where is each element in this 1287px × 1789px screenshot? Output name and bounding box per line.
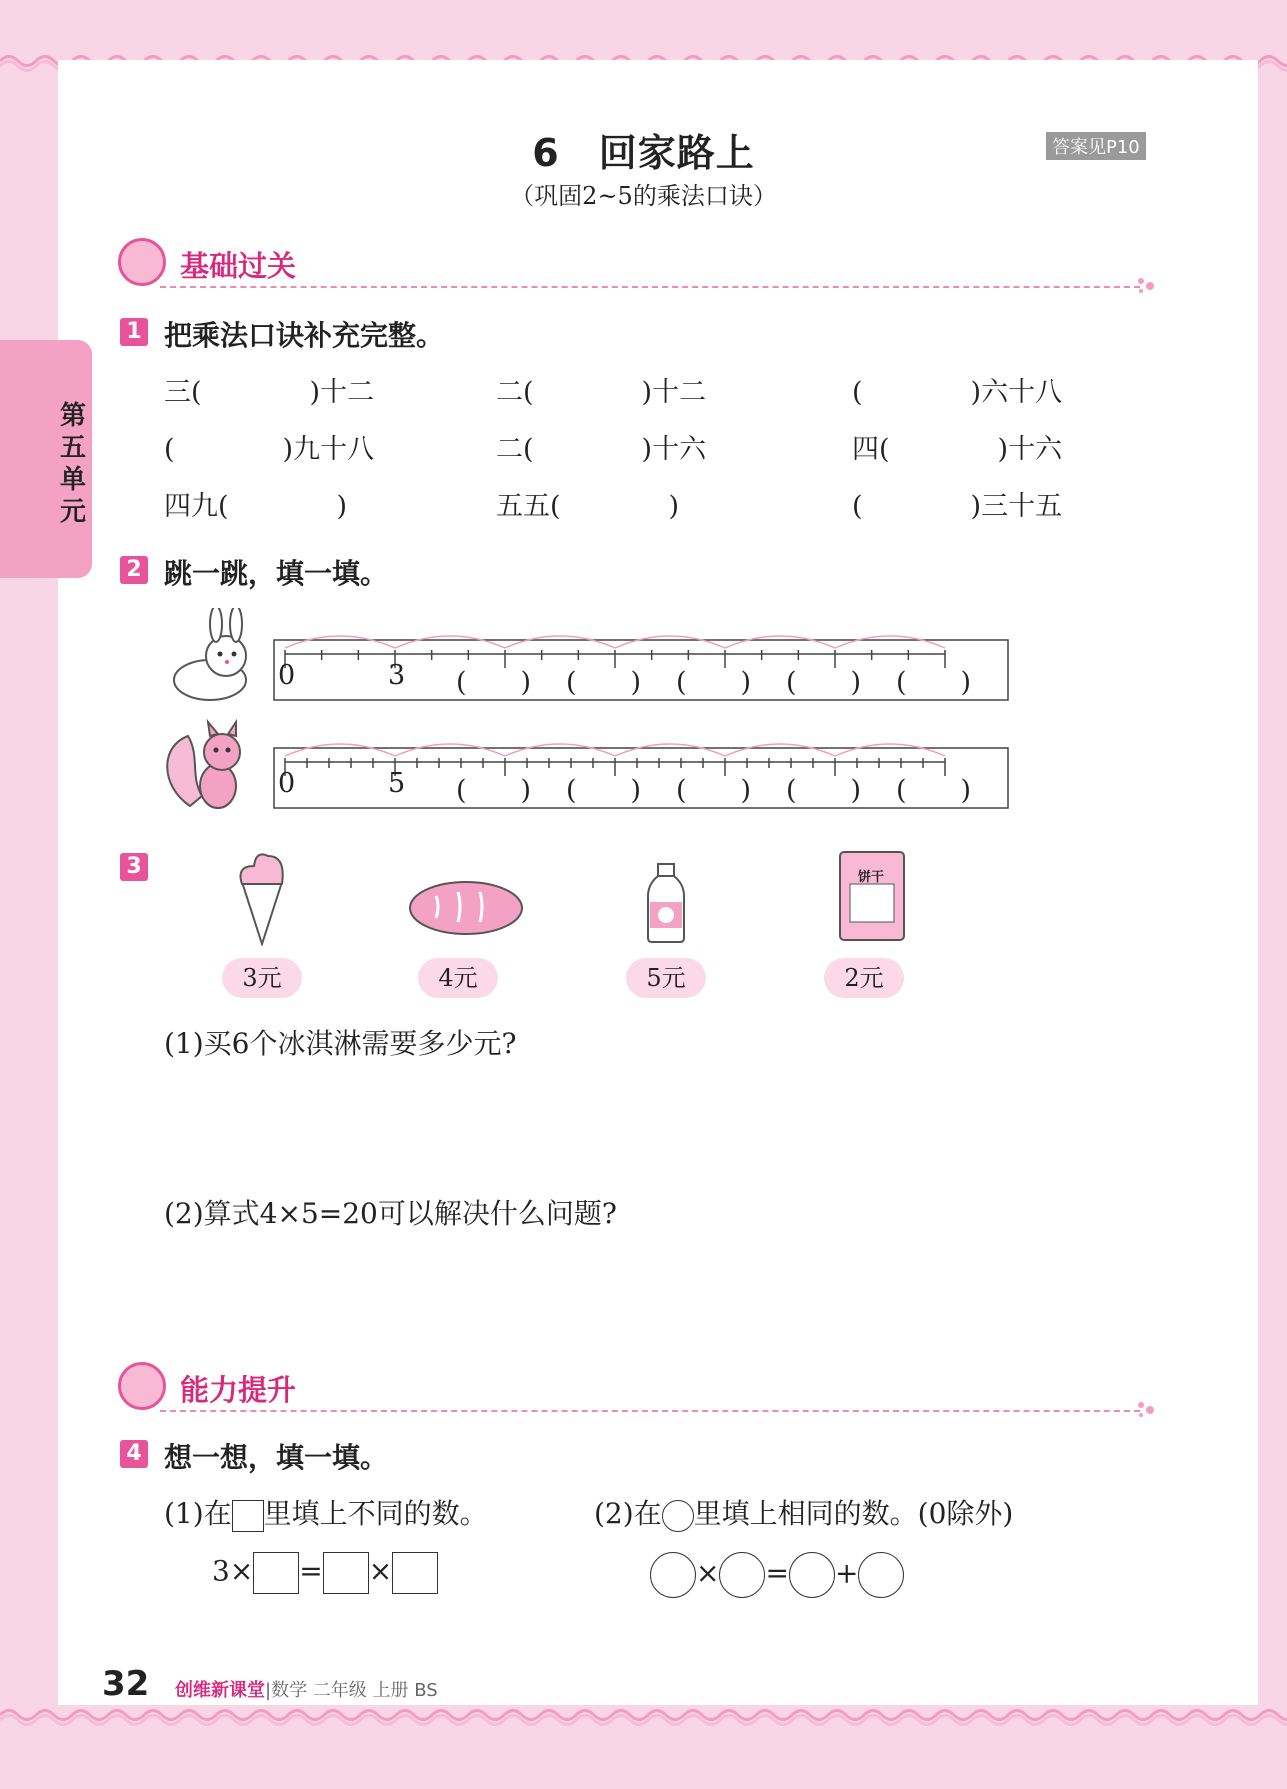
unit-side-label: 第 五 单 元: [59, 401, 86, 527]
formula-blank[interactable]: ( )九十八: [164, 434, 375, 465]
operator: ×: [368, 1554, 393, 1588]
formula-blank[interactable]: ( )三十五: [852, 491, 1063, 522]
section-title-advanced: 能力提升: [180, 1373, 297, 1407]
bread-icon: [406, 876, 526, 938]
equation-lead: 3×: [212, 1554, 254, 1588]
formula-blank[interactable]: 三( )十二: [164, 377, 375, 408]
section-divider: [160, 286, 1140, 288]
answer-circle[interactable]: [789, 1552, 835, 1598]
number-blank[interactable]: ( ): [676, 775, 752, 806]
sub-question-prefix: (2)在: [594, 1497, 662, 1530]
monkey-mascot-icon: [118, 1362, 166, 1410]
number-blank[interactable]: ( ): [676, 667, 752, 698]
square-symbol: [232, 1500, 264, 1532]
number-blank[interactable]: ( ): [566, 667, 642, 698]
number-label: 0: [278, 660, 296, 691]
formula-blank[interactable]: 四九( ): [164, 491, 348, 522]
page-title: 6 回家路上: [532, 131, 755, 175]
number-label: 0: [278, 768, 296, 799]
dots-decoration-icon: [1136, 1400, 1156, 1420]
question-number: 2: [120, 556, 148, 584]
number-blank[interactable]: ( ): [456, 667, 532, 698]
number-blank[interactable]: ( ): [786, 775, 862, 806]
footer-brand: 创维新课堂: [175, 1680, 265, 1701]
question-text: 想一想，填一填。: [164, 1441, 389, 1474]
price-tag: 2元: [824, 958, 904, 998]
operator: =: [299, 1554, 323, 1588]
operator: =: [765, 1556, 789, 1590]
dots-decoration-icon: [1136, 276, 1156, 296]
number-label: 5: [388, 768, 406, 799]
answer-box[interactable]: [323, 1552, 369, 1594]
operator: ×: [696, 1556, 720, 1590]
section-title-basic: 基础过关: [180, 249, 297, 283]
sub-question-suffix: 里填上相同的数。(0除外): [693, 1497, 1014, 1530]
tiger-mascot-icon: [118, 238, 166, 286]
number-blank[interactable]: ( ): [456, 775, 532, 806]
question-number: 1: [120, 318, 148, 346]
question-text: 把乘法口诀补充完整。: [164, 319, 445, 352]
question-number: 4: [120, 1440, 148, 1468]
number-blank[interactable]: ( ): [896, 667, 972, 698]
squirrel-icon: [160, 716, 258, 816]
footer-details: |数学 二年级 上册 BS: [265, 1680, 438, 1701]
rabbit-icon: [160, 608, 258, 703]
footer-info: [175, 1676, 438, 1702]
answer-box[interactable]: [253, 1552, 299, 1594]
price-tag: 5元: [626, 958, 706, 998]
answer-box[interactable]: [392, 1552, 438, 1594]
formula-blank[interactable]: 四( )十六: [852, 434, 1063, 465]
price-tag: 3元: [222, 958, 302, 998]
answer-space[interactable]: [164, 1066, 1144, 1186]
sub-question-suffix: 里填上不同的数。: [263, 1497, 488, 1530]
answer-circle[interactable]: [650, 1552, 696, 1598]
biscuit-bag-icon: [836, 848, 908, 944]
milk-bottle-icon: [644, 862, 688, 944]
circle-symbol: [662, 1500, 694, 1532]
equation-2: [650, 1552, 904, 1598]
formula-blank[interactable]: 二( )十二: [496, 377, 707, 408]
biscuit-bag-label: 饼干: [858, 870, 885, 885]
sub-question-1: (1)买6个冰淇淋需要多少元?: [164, 1027, 517, 1060]
operator: +: [834, 1556, 859, 1590]
answer-reference-badge: 答案见P10: [1046, 132, 1146, 160]
formula-blank[interactable]: 二( )十六: [496, 434, 707, 465]
sub-question-prefix: (1)在: [164, 1497, 232, 1530]
page-subtitle: （巩固2~5的乘法口诀）: [510, 182, 777, 210]
number-blank[interactable]: ( ): [896, 775, 972, 806]
formula-blank[interactable]: ( )六十八: [852, 377, 1063, 408]
ice-cream-icon: [232, 846, 292, 946]
page-number: 32: [102, 1664, 150, 1704]
answer-space[interactable]: [164, 1236, 1144, 1356]
question-text: 跳一跳，填一填。: [164, 557, 389, 590]
equation-1: [212, 1552, 438, 1594]
sub-question-2: (2)算式4×5=20可以解决什么问题?: [164, 1197, 617, 1230]
section-divider: [160, 1410, 1140, 1412]
answer-circle[interactable]: [719, 1552, 765, 1598]
price-tag: 4元: [418, 958, 498, 998]
formula-blank[interactable]: 五五( ): [496, 491, 680, 522]
answer-circle[interactable]: [858, 1552, 904, 1598]
number-blank[interactable]: ( ): [566, 775, 642, 806]
number-label: 3: [388, 660, 406, 691]
sub-question-2: [594, 1492, 1013, 1532]
sub-question-1: [164, 1492, 488, 1532]
question-number: 3: [120, 853, 148, 881]
number-blank[interactable]: ( ): [786, 667, 862, 698]
